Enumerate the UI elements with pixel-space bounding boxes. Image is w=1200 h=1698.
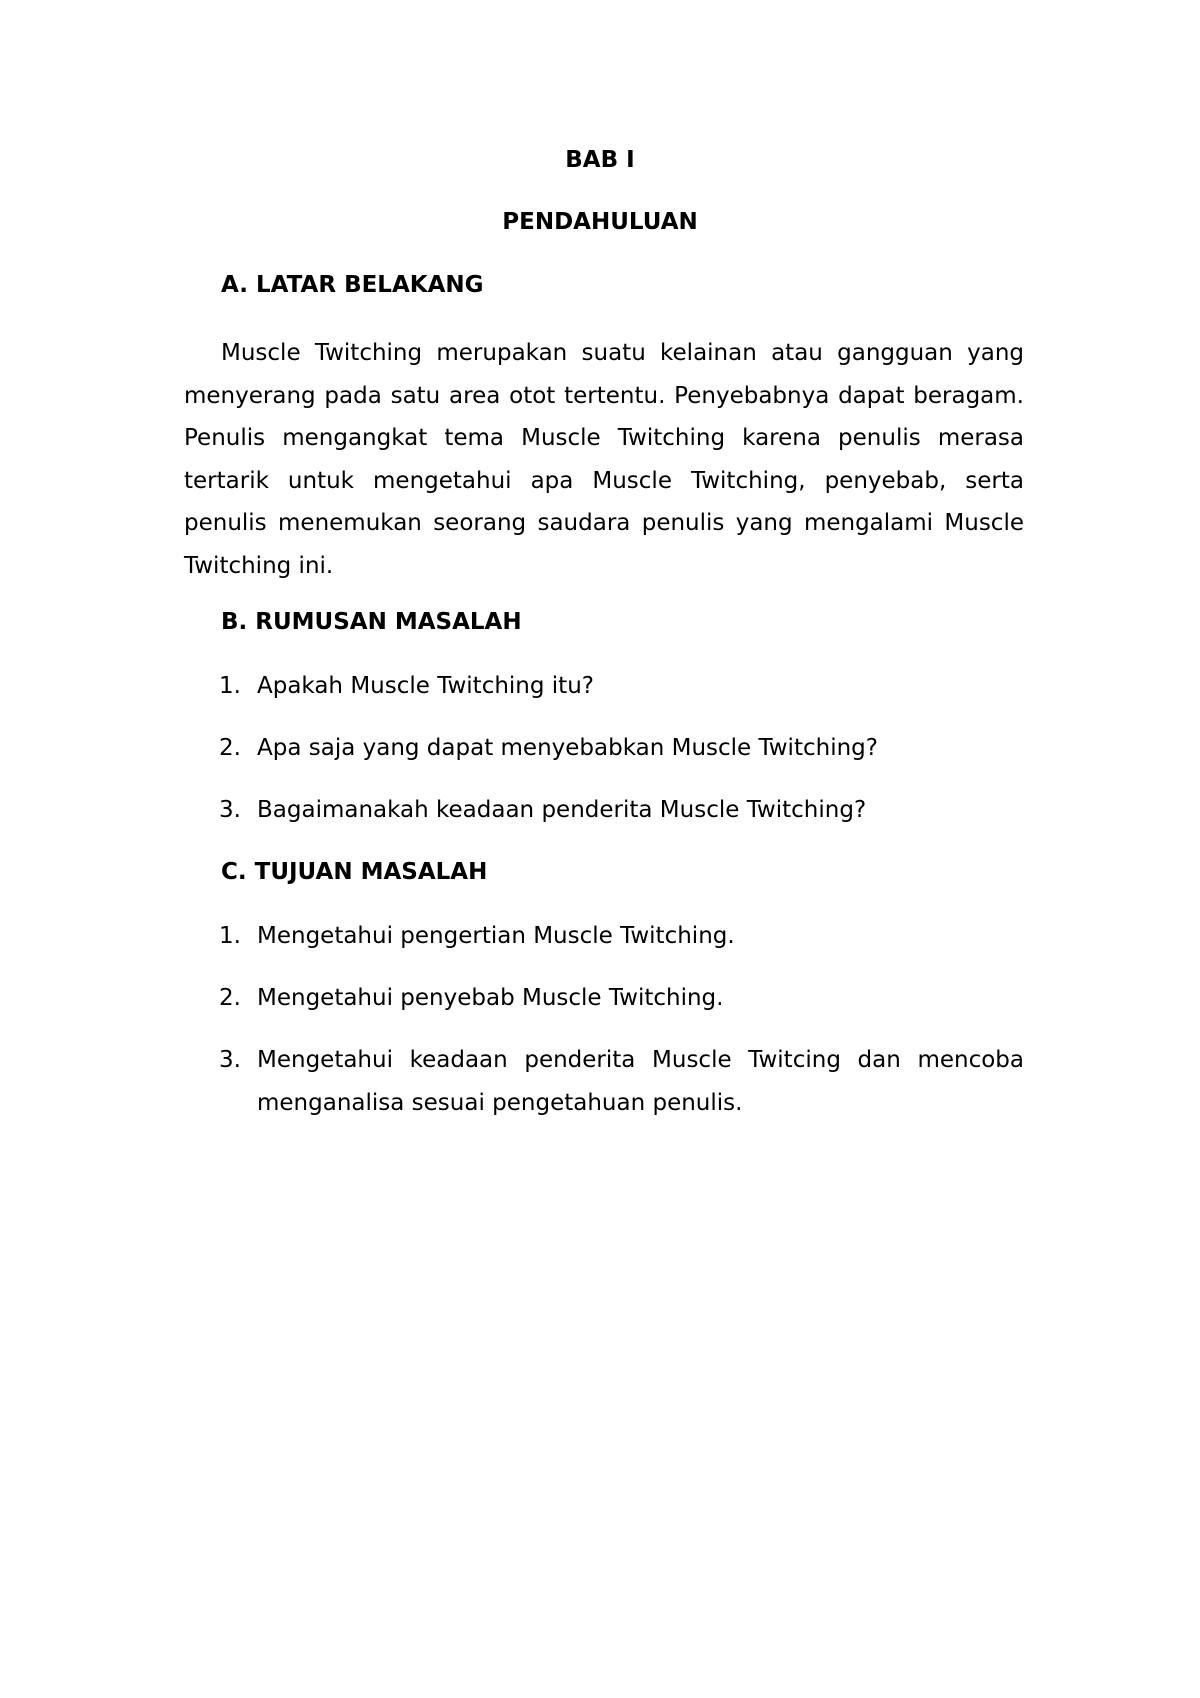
list-item-number: 3.: [219, 797, 241, 823]
list-item: [219, 789, 1024, 832]
list-item-number: 1.: [219, 673, 241, 699]
list-item-text: Bagaimanakah keadaan penderita Muscle Twitching?: [257, 797, 867, 823]
section-c-heading: C. TUJUAN MASALAH: [221, 859, 488, 885]
chapter-title: PENDAHULUAN: [502, 209, 698, 235]
list-item-text: Apakah Muscle Twitching itu?: [257, 673, 594, 699]
list-item-number: 1.: [219, 923, 241, 949]
list-item-text: Mengetahui keadaan penderita Muscle Twitcing dan mencoba menganalisa sesuai pengetahuan penulis.: [257, 1047, 1024, 1116]
section-a-heading: A. LATAR BELAKANG: [221, 272, 484, 298]
list-item: [219, 915, 1024, 958]
section-b-heading: B. RUMUSAN MASALAH: [221, 609, 522, 635]
list-item-number: 3.: [219, 1047, 241, 1073]
list-item-text: Apa saja yang dapat menyebabkan Muscle Twitching?: [257, 735, 878, 761]
list-item: [219, 1039, 1024, 1124]
list-item-text: Mengetahui penyebab Muscle Twitching.: [257, 985, 724, 1011]
background-paragraph: Muscle Twitching merupakan suatu kelainan atau gangguan yang menyerang pada satu area otot tertentu. Penyebabnya dapat beragam. Penulis mengangkat tema Muscle Twitching karena penulis merasa tertarik untuk mengetahui apa Muscle Twitching, penyebab, serta penulis menemukan seorang saudara penulis yang mengalami Muscle Twitching ini.: [184, 340, 1024, 579]
list-item: [219, 665, 1024, 708]
list-item-number: 2.: [219, 735, 241, 761]
list-item-number: 2.: [219, 985, 241, 1011]
chapter-number: BAB I: [565, 147, 635, 173]
list-item-text: Mengetahui pengertian Muscle Twitching.: [257, 923, 735, 949]
list-item: [219, 727, 1024, 770]
list-item: [219, 977, 1024, 1020]
